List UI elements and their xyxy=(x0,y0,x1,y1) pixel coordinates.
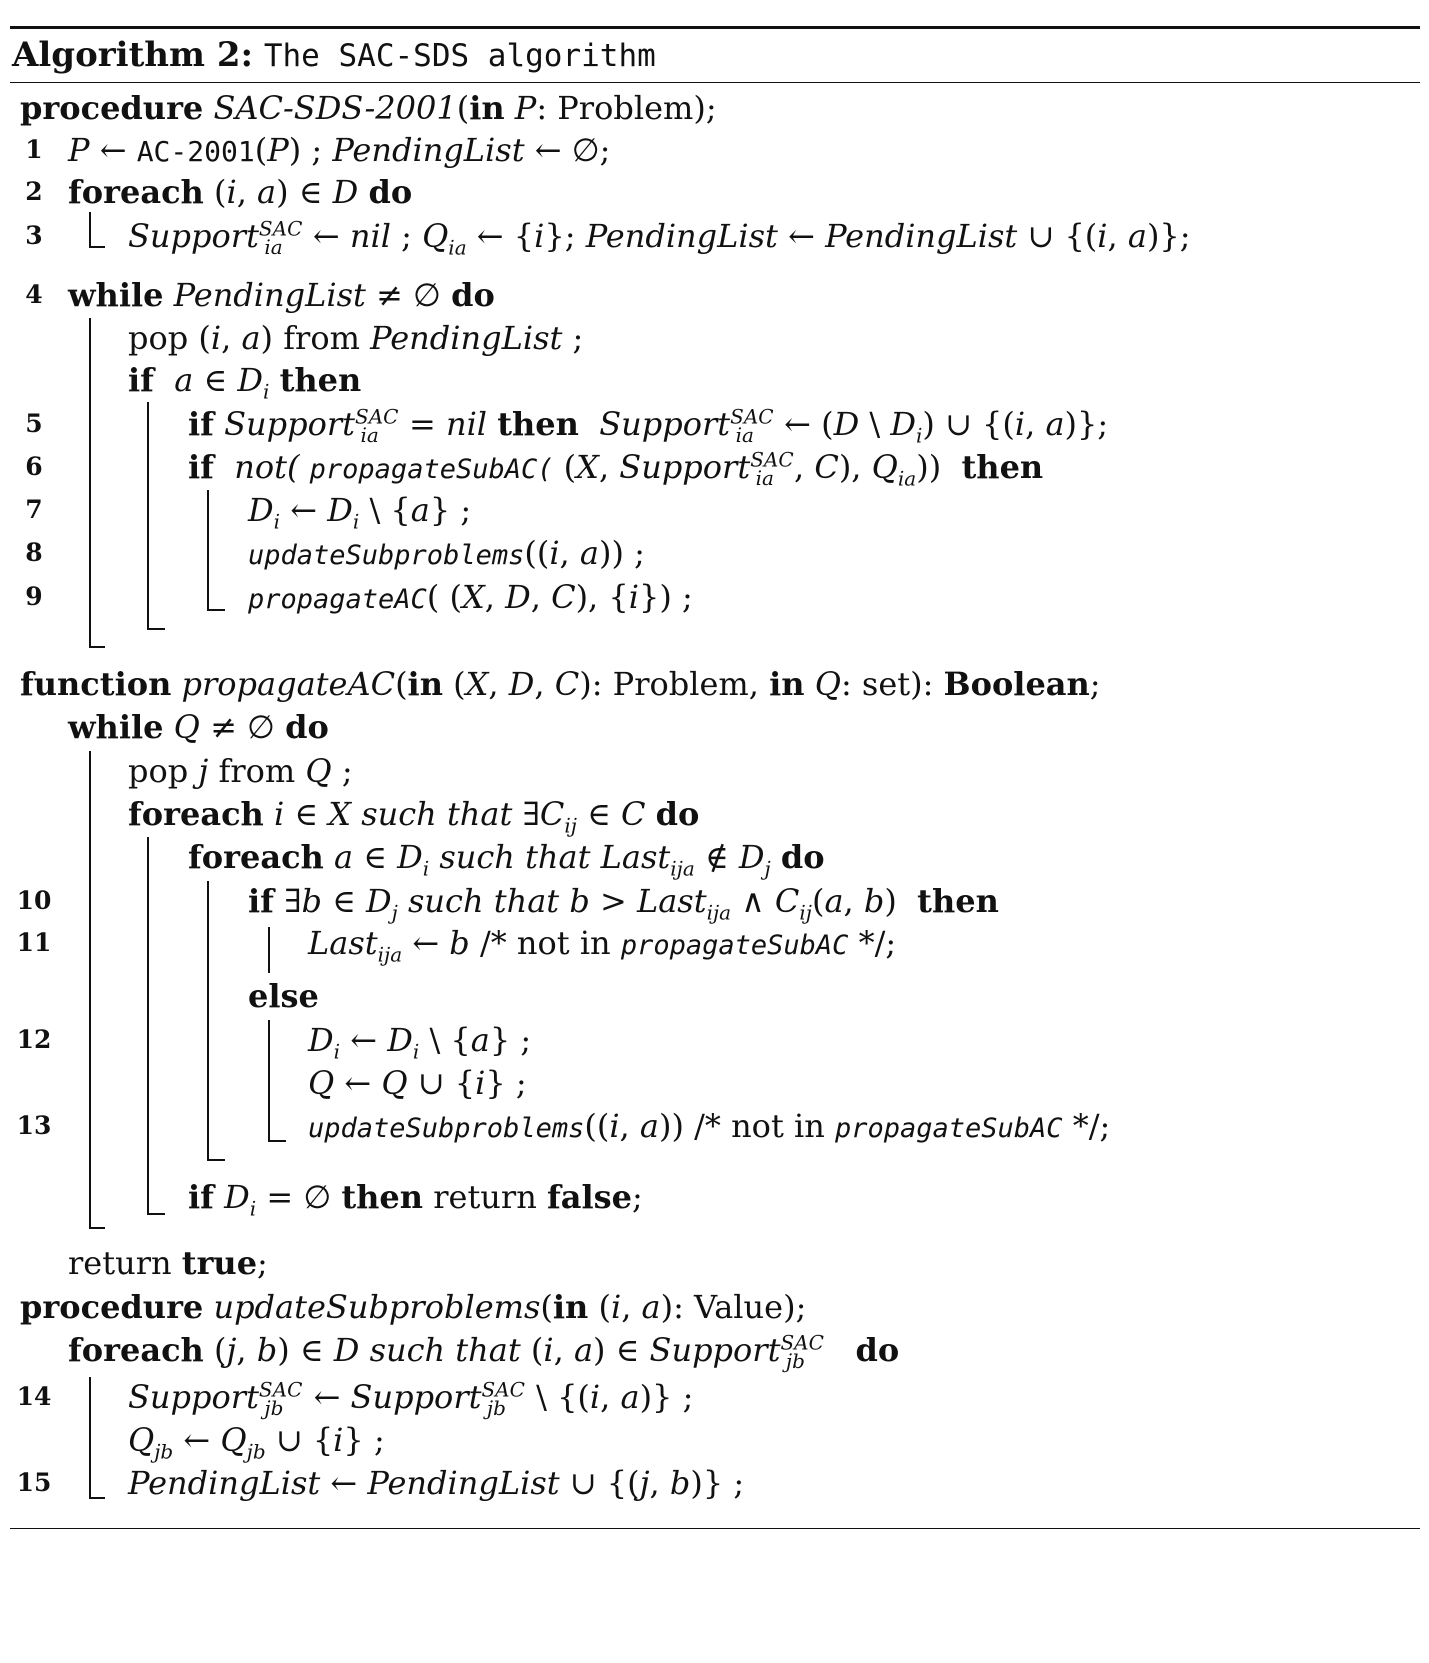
line-6: if not( propagateSubAC( (X, Support$^{SAC}_{ia}$ , C), $Q_{ia}$)) then xyxy=(188,447,1044,491)
procedure-header: procedure SAC-SDS-2001(in P: Problem); xyxy=(20,89,717,127)
line-number: 4 xyxy=(25,280,43,309)
q-jb: $Q_{jb}$ ← $Q_{jb}$ ∪ {i} ; xyxy=(128,1421,385,1464)
block-bar xyxy=(268,1020,270,1142)
if-a-in-di: if a ∈ $D_i$ then xyxy=(128,361,362,404)
foreach-a: foreach a ∈ $D_i$ such that Last$_{ija}$ ∉ $D_j$ do xyxy=(188,838,825,881)
line-number: 3 xyxy=(25,221,43,250)
function-header: function propagateAC(in (X, D, C): Problem, in Q: set): Boolean; xyxy=(20,665,1101,703)
block-bar xyxy=(89,1377,91,1499)
block-tick xyxy=(89,646,105,648)
foreach-i: foreach i ∈ X such that $\exists C_{ij}$ ∈ C do xyxy=(128,795,700,838)
block-tick xyxy=(207,1159,225,1161)
else: else xyxy=(248,977,319,1015)
line-number: 11 xyxy=(16,928,52,957)
block-tick xyxy=(207,609,225,611)
line-number: 10 xyxy=(16,886,52,915)
block-bar xyxy=(89,318,91,648)
algorithm-number: Algorithm 2: xyxy=(12,35,254,75)
line-3: Support$^{SAC}_{ia}$ ← nil ; $Q_{ia}$ ← {i}; PendingList ← PendingList ∪ {(i, a)}; xyxy=(128,216,1191,260)
block-tick xyxy=(89,1227,105,1229)
block-tick xyxy=(89,246,105,248)
line-14: Support$^{SAC}_{jb}$ ← Support$^{SAC}_{jb}$ \ {(i, a)} ; xyxy=(128,1377,694,1421)
q-union: Q ← Q ∪ {i} ; xyxy=(308,1064,527,1102)
line-9: propagateAC( (X, D, C), {i}) ; xyxy=(248,578,693,616)
while-q: while Q ≠ ∅ do xyxy=(68,708,329,746)
line-1: P ← AC-2001(P) ; PendingList ← ∅; xyxy=(68,131,611,169)
top-rule xyxy=(10,26,1420,29)
line-10: if ∃b ∈ $D_j$ such that b > Last$_{ija}$ ∧ $C_{ij}(a$, b) then xyxy=(248,882,999,925)
block-bar xyxy=(89,751,91,1229)
line-number: 7 xyxy=(25,495,43,524)
block-bar xyxy=(207,881,209,1161)
line-number: 9 xyxy=(25,582,43,611)
line-13: updateSubproblems((i, a)) /* not in propagateSubAC */; xyxy=(308,1107,1111,1145)
block-bar xyxy=(89,212,91,248)
line-2: foreach (i, a) ∈ D do xyxy=(68,173,413,211)
block-tick xyxy=(147,628,165,630)
block-tick xyxy=(147,1213,165,1215)
algorithm-caption xyxy=(12,32,656,79)
line-12: $D_i$ ← $D_i$ \ {a} ; xyxy=(308,1021,532,1064)
block-tick xyxy=(89,1497,105,1499)
line-number: 1 xyxy=(25,135,43,164)
pop-j: pop j from Q ; xyxy=(128,752,353,790)
line-number: 15 xyxy=(16,1468,52,1497)
line-number: 5 xyxy=(25,409,43,438)
block-bar xyxy=(147,402,149,630)
block-bar xyxy=(207,490,209,611)
pop-pending: pop (i, a) from PendingList ; xyxy=(128,319,584,357)
block-bar xyxy=(147,837,149,1215)
if-di-empty: if $D_i$ = ∅ then return false; xyxy=(188,1178,643,1221)
line-4: while PendingList ≠ ∅ do xyxy=(68,276,495,314)
line-11: Last$_{ija}$ ← b /* not in propagateSubAC */; xyxy=(308,924,897,967)
algorithm-title: The SAC-SDS algorithm xyxy=(263,38,656,74)
bottom-rule xyxy=(10,1528,1420,1529)
block-bar xyxy=(268,927,270,973)
line-number: 6 xyxy=(25,452,43,481)
line-7: $D_i$ ← $D_i$ \ {a} ; xyxy=(248,491,472,534)
return-true: return true; xyxy=(68,1244,268,1282)
procedure-update-header: procedure updateSubproblems(in (i, a): Value); xyxy=(20,1288,807,1326)
foreach-jb: foreach (j, b) ∈ D such that (i, a) ∈ Support$^{SAC}_{jb}$ do xyxy=(68,1330,900,1374)
block-tick xyxy=(268,1140,286,1142)
line-8: updateSubproblems((i, a)) ; xyxy=(248,534,645,572)
line-number: 12 xyxy=(16,1025,52,1054)
line-number: 13 xyxy=(16,1111,52,1140)
line-number: 8 xyxy=(25,538,43,567)
line-5: if Support$^{SAC}_{ia}$ = nil then Support$^{SAC}_{ia}$ ← (D \ $D_i$) ∪ {(i, a)}; xyxy=(188,404,1109,448)
line-15: PendingList ← PendingList ∪ {(j, b)} ; xyxy=(128,1464,745,1502)
line-number: 14 xyxy=(16,1382,52,1411)
title-rule xyxy=(10,82,1420,83)
line-number: 2 xyxy=(25,177,43,206)
